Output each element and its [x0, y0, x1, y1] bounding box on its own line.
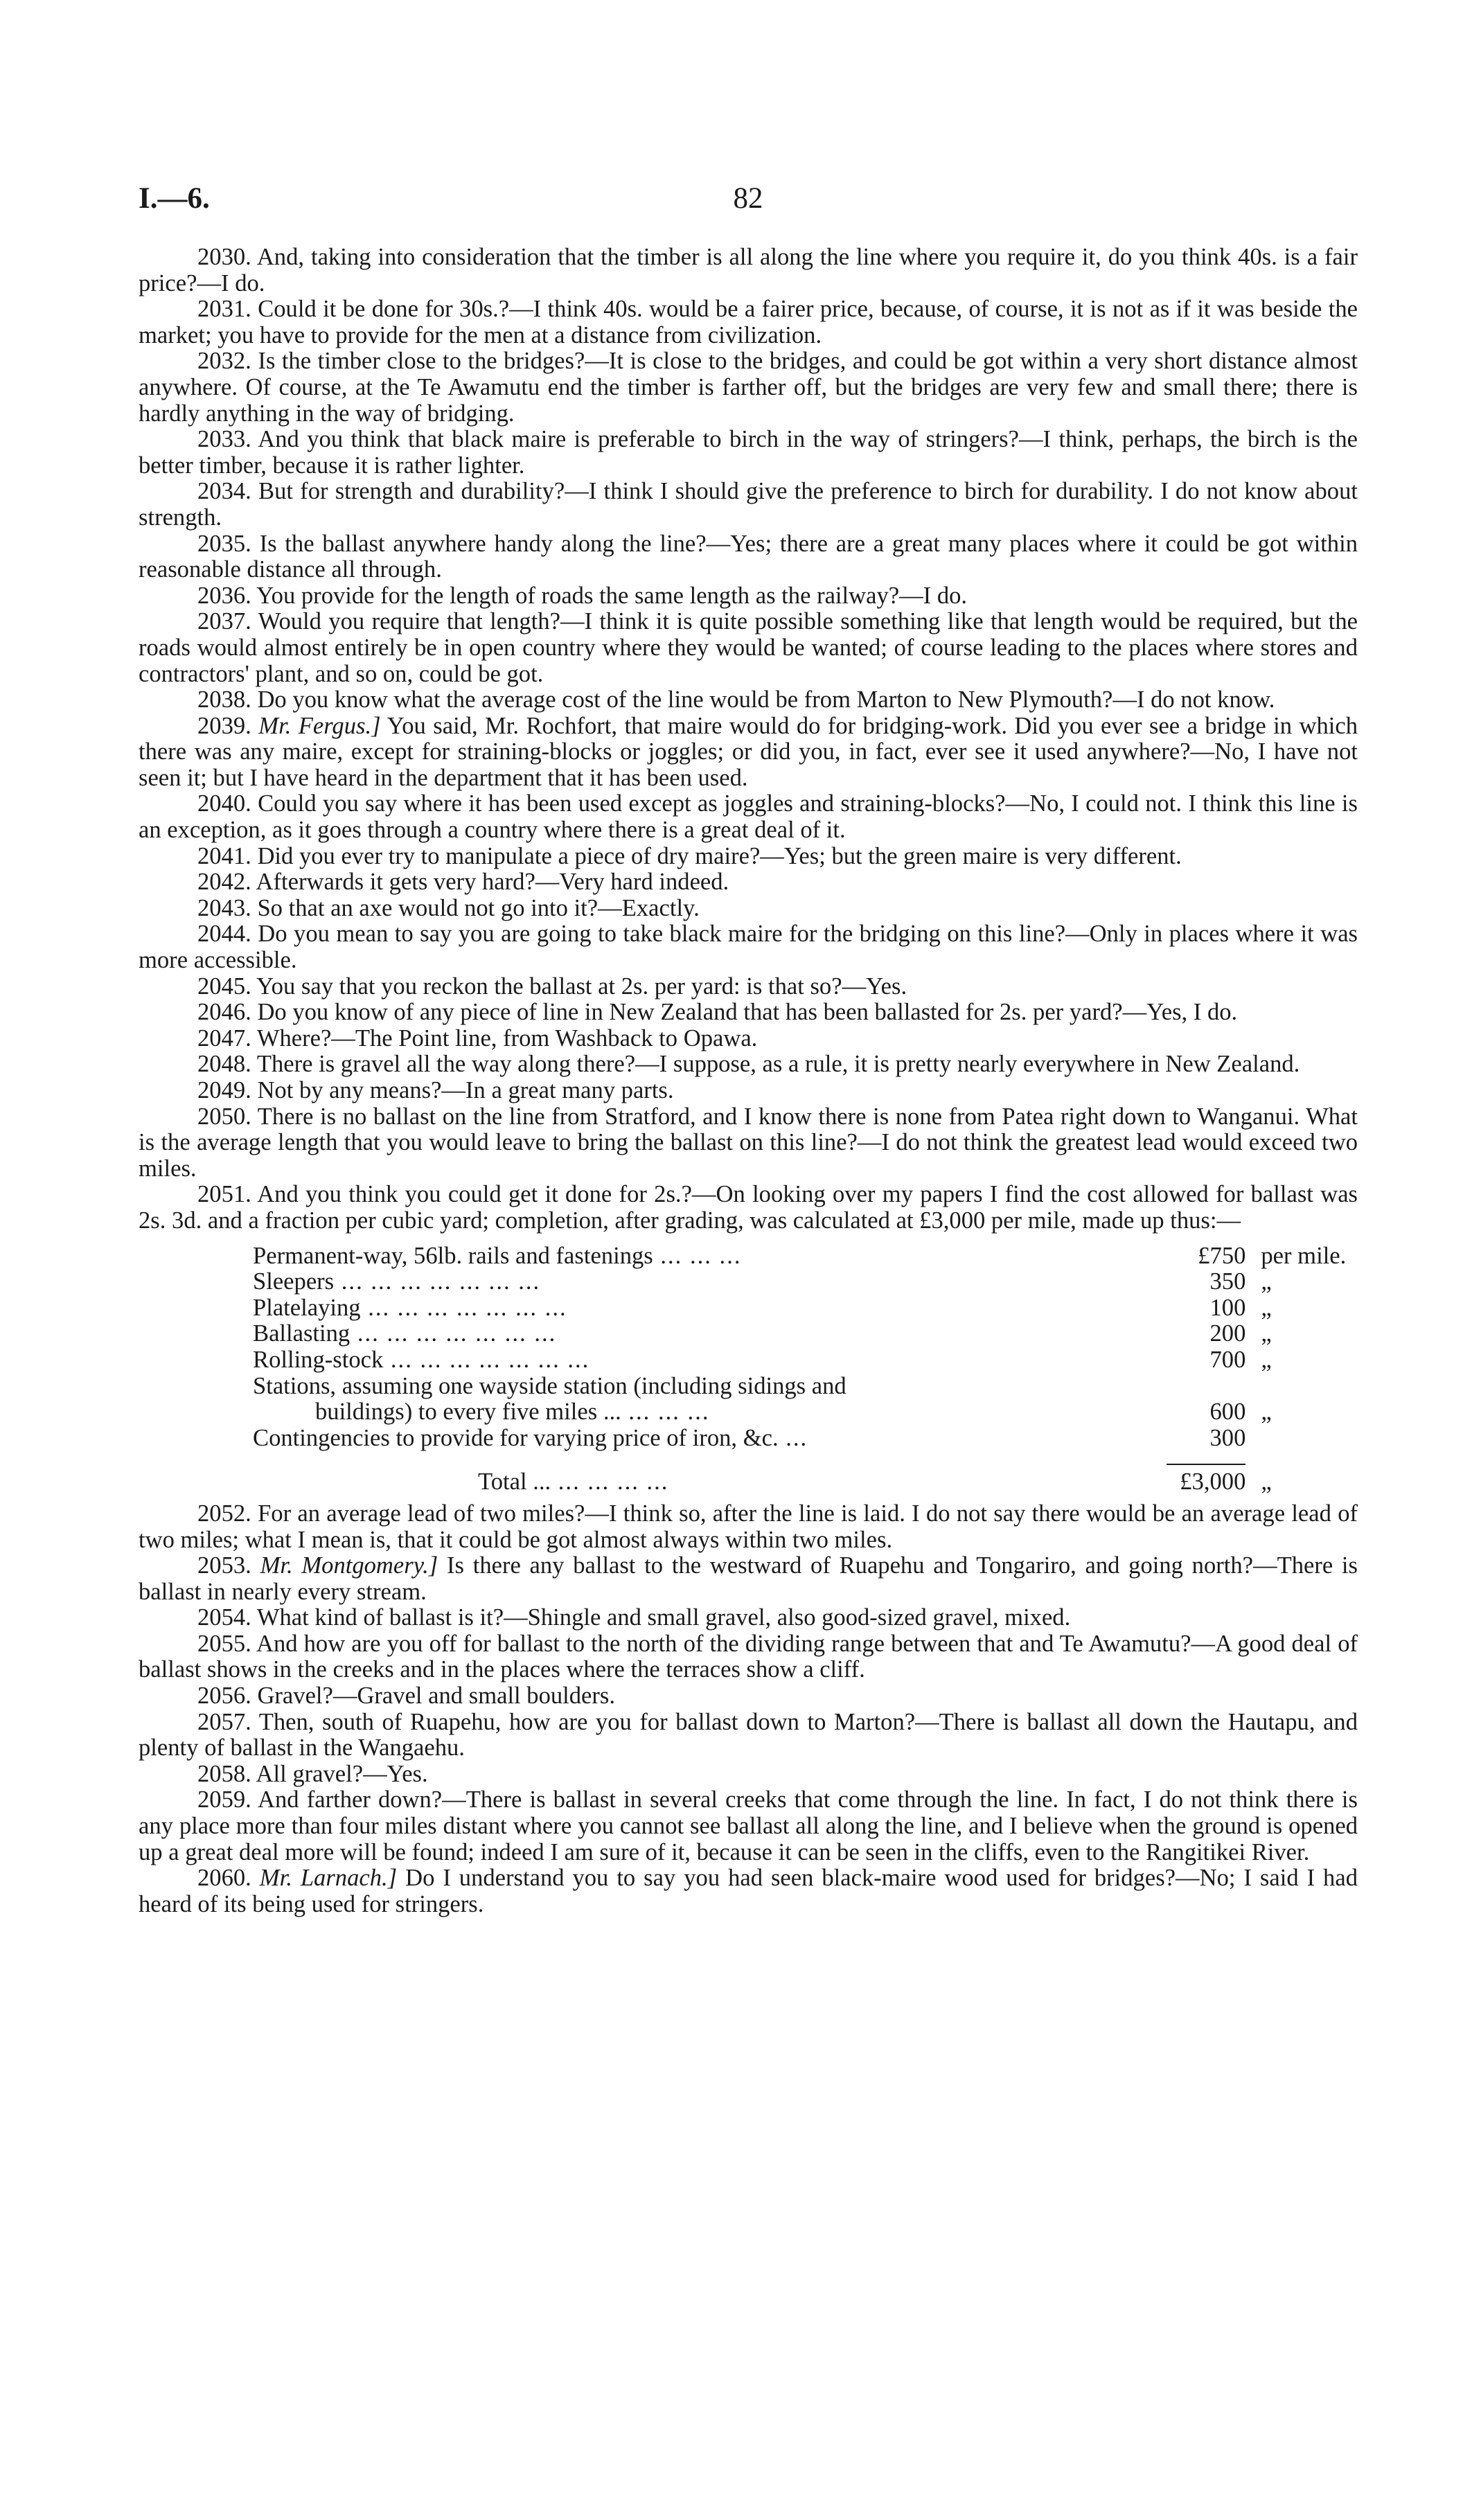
paragraph-text: Is there any ballast to the westward of Ruapehu and Tongariro, and going north?—There is ballast in nearly every stream.	[139, 1552, 1358, 1605]
paragraph-2047: 2047. Where?—The Point line, from Washback to Opawa.	[197, 1024, 758, 1052]
paragraph-2050: 2050. There is no ballast on the line from Stratford, and I know there is none from Patea right down to Wanganui. What is the average length that you would leave to bring the ballast on this line?—I do not think the greatest lead would exceed two miles.	[139, 1103, 1358, 1182]
cost-amount: 100	[1209, 1294, 1246, 1321]
question-number: 2053.	[197, 1552, 251, 1579]
cost-item: Ballasting	[253, 1321, 351, 1347]
dot-leader: ...	[778, 1425, 808, 1451]
paragraph-2052: 2052. For an average lead of two miles?—I think so, after the line is laid. I do not say there would be an average lead of two miles; what I mean is, that it could be got almost always within two miles.	[139, 1500, 1358, 1553]
dot-leader: ... ... ... ... ... ... ...	[334, 1269, 541, 1295]
total-amount: £3,000	[1167, 1464, 1246, 1496]
paragraph-2036: 2036. You provide for the length of roads the same length as the railway?—I do.	[197, 582, 968, 609]
paragraph-2038: 2038. Do you know what the average cost of the line would be from Marton to New Plymouth?—I do not know.	[197, 686, 1275, 713]
paragraph-2054: 2054. What kind of ballast is it?—Shingle and small gravel, also good-sized gravel, mixed.	[197, 1604, 1071, 1631]
paragraph-2058: 2058. All gravel?—Yes.	[197, 1760, 428, 1787]
paragraph-2041: 2041. Did you ever try to manipulate a piece of dry maire?—Yes; but the green maire is very different.	[197, 842, 1182, 869]
cost-unit: per mile.	[1261, 1242, 1347, 1269]
paragraph-2033: 2033. And you think that black maire is preferable to birch in the way of stringers?—I think, perhaps, the birch is the better timber, because it is rather lighter.	[139, 426, 1358, 479]
paragraph-2060	[139, 1865, 1358, 1917]
paragraph-2053	[139, 1553, 1358, 1605]
question-number: 2060.	[197, 1865, 251, 1892]
paragraph-text: You said, Mr. Rochfort, that maire would do for bridging-work. Did you ever see a bridge in which there was any maire, except for straining-blocks or joggles; or did you, in fact, ever see it used anywhere?—No, I have not seen it; but I have heard in the department that it has been used.	[139, 712, 1358, 791]
cost-table	[253, 1243, 1358, 1496]
cost-row-contingencies	[253, 1426, 1358, 1452]
paragraph-2056: 2056. Gravel?—Gravel and small boulders.	[197, 1683, 616, 1710]
paragraph-2042: 2042. Afterwards it gets very hard?—Very hard indeed.	[197, 869, 729, 896]
cost-item: Stations, assuming one wayside station (including sidings and	[253, 1373, 846, 1399]
cost-total-row	[253, 1464, 1358, 1496]
cost-amount: 350	[1209, 1268, 1246, 1295]
cost-row	[253, 1321, 1358, 1347]
cost-item: Permanent-way, 56lb. rails and fastenings	[253, 1243, 653, 1269]
cost-amount: 300	[1209, 1424, 1246, 1451]
page-number: 82	[733, 182, 763, 215]
dot-leader: ... ... ...	[653, 1243, 742, 1269]
cost-unit: „	[1261, 1468, 1272, 1496]
paragraph-2031: 2031. Could it be done for 30s.?—I think 40s. would be a fairer price, because, of course, it is not as if it was beside the market; you have to provide for the men at a distance from civilization.	[139, 296, 1358, 348]
cost-row	[253, 1295, 1358, 1322]
paragraph-2055: 2055. And how are you off for ballast to the north of the dividing range between that and Te Awamutu?—A good deal of ballast shows in the creeks and in the places where the terraces show a cliff.	[139, 1630, 1358, 1683]
cost-amount: £750	[1198, 1242, 1246, 1269]
paragraph-2034: 2034. But for strength and durability?—I think I should give the preference to birch for durability. I do not know about strength.	[139, 478, 1358, 531]
cost-unit: „	[1261, 1294, 1272, 1321]
document-reference: I.—6.	[139, 182, 210, 215]
paragraph-2057: 2057. Then, south of Ruapehu, how are you for ballast down to Marton?—There is ballast all down the Hautapu, and plenty of ballast in the Wangaehu.	[139, 1708, 1358, 1762]
cost-item: Sleepers	[253, 1269, 335, 1295]
paragraph-text: Do I understand you to say you had seen black-maire wood used for bridges?—No; I said I had heard of its being used for stringers.	[139, 1865, 1358, 1917]
speaker-name: Mr. Fergus.]	[258, 712, 381, 739]
cost-unit: „	[1261, 1268, 1272, 1295]
cost-row-stations-b	[253, 1399, 1358, 1426]
cost-amount: 200	[1209, 1320, 1246, 1347]
question-number: 2039.	[197, 712, 251, 739]
cost-item: Contingencies to provide for varying price of iron, &c.	[253, 1425, 779, 1451]
paragraph-2044: 2044. Do you mean to say you are going to take black maire for the bridging on this line?—Only in places where it was more accessible.	[139, 921, 1358, 974]
paragraph-2046: 2046. Do you know of any piece of line in New Zealand that has been ballasted for 2s. per yard?—Yes, I do.	[197, 999, 1238, 1026]
dot-leader: ... ... ...	[621, 1399, 710, 1426]
paragraph-2049: 2049. Not by any means?—In a great many parts.	[197, 1077, 674, 1103]
dot-leader: ... ... ... ... ... ... ...	[350, 1321, 557, 1347]
paragraph-2048: 2048. There is gravel all the way along there?—I suppose, as a rule, it is pretty nearly everywhere in New Zealand.	[197, 1051, 1300, 1078]
paragraph-2032: 2032. Is the timber close to the bridges?—It is close to the bridges, and could be got within a very short distance almost anywhere. Of course, at the Te Awamutu end the timber is farther off, but the bridges are very few and small there; there is hardly anything in the way of bridging.	[139, 348, 1358, 427]
cost-item: Rolling-stock	[253, 1347, 384, 1373]
paragraph-2040: 2040. Could you say where it has been used except as joggles and straining-blocks?—No, I could not. I think this line is an exception, as it goes through a country where there is a great deal of it.	[139, 790, 1358, 844]
paragraph-2043: 2043. So that an axe would not go into it?—Exactly.	[197, 894, 700, 921]
cost-item: Platelaying	[253, 1295, 361, 1321]
cost-unit: „	[1261, 1399, 1272, 1426]
cost-amount: 700	[1209, 1346, 1246, 1373]
paragraph-2059: 2059. And farther down?—There is ballast in several creeks that come through the line. In fact, I do not think there is any place more than four miles distant where you cannot see ballast all along the line, and I believe when the ground is opened up a great deal more will be found; indeed I am sure of it, because it can be seen in the cliffs, even to the Rangitikei River.	[139, 1786, 1358, 1865]
page-header	[139, 181, 1358, 223]
cost-amount: 600	[1209, 1399, 1246, 1426]
cost-item-continuation: buildings) to every five miles ...	[315, 1399, 621, 1426]
cost-row	[253, 1243, 1358, 1270]
evidence-body	[139, 245, 1358, 1917]
paragraph-2037: 2037. Would you require that length?—I think it is quite possible something like that length would be required, but the roads would almost entirely be in open country where they would be wanted; of course leading to the places where stores and contractors' plant, and so on, could be got.	[139, 608, 1358, 687]
dot-leader: ... ... ... ...	[551, 1468, 669, 1496]
paragraph-2030: 2030. And, taking into consideration that the timber is all along the line where you require it, do you think 40s. is a fair price?—I do.	[139, 244, 1358, 296]
cost-row	[253, 1347, 1358, 1374]
cost-unit: „	[1261, 1346, 1272, 1373]
paragraph-2051: 2051. And you think you could get it done for 2s.?—On looking over my papers I find the cost allowed for ballast was 2s. 3d. and a fraction per cubic yard; completion, after grading, was calculated at £3,000 per mile, made up thus:—	[139, 1181, 1358, 1234]
paragraph-2039	[139, 713, 1358, 792]
dot-leader: ... ... ... ... ... ... ...	[383, 1347, 590, 1373]
cost-row	[253, 1269, 1358, 1295]
paragraph-2045: 2045. You say that you reckon the ballast at 2s. per yard: is that so?—Yes.	[197, 973, 907, 1000]
speaker-name: Mr. Montgomery.]	[260, 1552, 438, 1579]
dot-leader: ... ... ... ... ... ... ...	[360, 1295, 567, 1321]
speaker-name: Mr. Larnach.]	[259, 1865, 398, 1892]
total-label: Total ...	[478, 1468, 551, 1496]
cost-row-stations-a	[253, 1374, 1358, 1400]
cost-unit: „	[1261, 1320, 1272, 1347]
paragraph-2035: 2035. Is the ballast anywhere handy along the line?—Yes; there are a great many places where it could be got within reasonable distance all through.	[139, 530, 1358, 583]
